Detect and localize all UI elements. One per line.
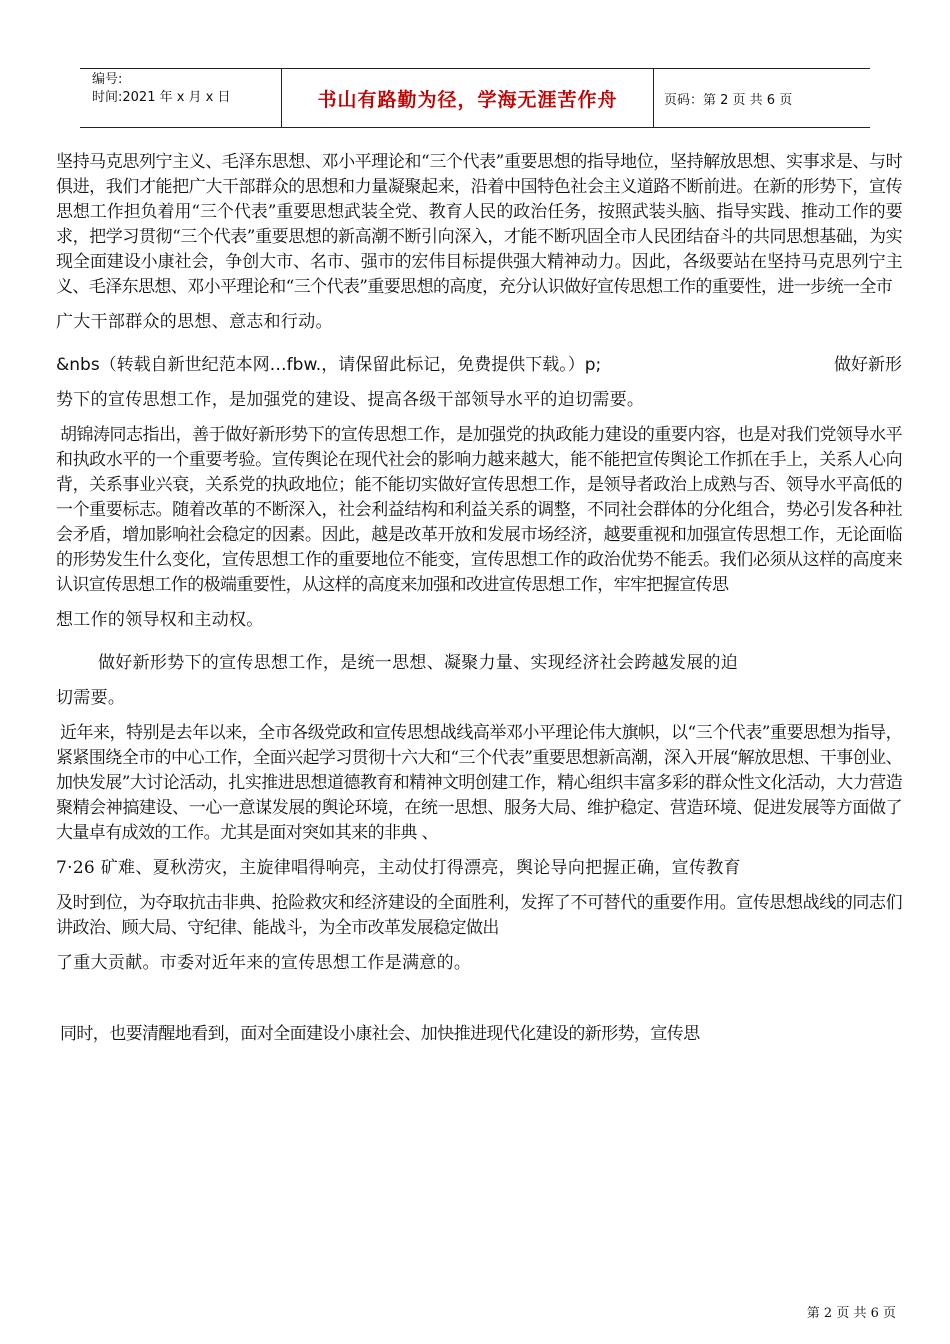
paragraph-5-end: 了重大贡献。市委对近年来的宣传思想工作是满意的。 — [56, 953, 472, 973]
date-label: 时间:2021 年 x 月 x 日 — [92, 90, 231, 105]
paragraph-3-end: 想工作的领导权和主动权。 — [56, 610, 264, 630]
repost-notice — [56, 353, 902, 378]
paragraph-1-end: 广大干部群众的思想、意志和行动。 — [56, 312, 333, 332]
page-header — [80, 68, 870, 128]
header-page-label: 页码：第 2 页 共 6 页 — [664, 92, 793, 108]
paragraph-6: 同时，也要清醒地看到，面对全面建设小康社会、加快推进现代化建设的新形势，宣传思 — [60, 1024, 700, 1044]
paragraph-3: 胡锦涛同志指出，善于做好新形势下的宣传思想工作，是加强党的执政能力建设的重要内容，也是对我们党领导水平和执政水平的一个重要考验。宣传舆论在现代社会的影响力越来越大，能不能把宣传舆论工作抓在手上，关系人心向背，关系事业兴衰，关系党的执政地位；能不能切实做好宣传思想工作，是领导者政治上成熟与否、领导水平高低的一个重要标志。随着改革的不断深入，社会利益结构和利益关系的调整，不同社会群体的分化组合，势必引发各种社会矛盾，增加影响社会稳定的因素。因此，越是改革开放和发展市场经济，越要重视和加强宣传思想工作，无论面临的形势发生什么变化，宣传思想工作的重要地位不能变，宣传思想工作的政治优势不能丢。我们必须从这样的高度来认识宣传思想工作的极端重要性，从这样的高度来加强和改进宣传思想工作，牢牢把握宣传思 — [56, 425, 902, 595]
paragraph-5-b: 7·26 矿难、夏秋涝灾，主旋律唱得响亮，主动仗打得漂亮，舆论导向把握正确，宣传教育 — [56, 858, 741, 878]
page-footer: 第 2 页 共 6 页 — [806, 1306, 896, 1321]
header-motto: 书山有路勤为径，学海无涯苦作舟 — [282, 69, 654, 127]
paragraph-1: 坚持马克思列宁主义、毛泽东思想、邓小平理论和“三个代表”重要思想的指导地位，坚持解放思想、实事求是、与时俱进，我们才能把广大干部群众的思想和力量凝聚起来，沿着中国特色社会主义道路不断前进。在新的形势下，宣传思想工作担负着用“三个代表”重要思想武装全党、教育人民的政治任务，按照武装头脑、指导实践、推动工作的要求，把学习贯彻“三个代表”重要思想的新高潮不断引向深入，才能不断巩固全市人民团结奋斗的共同思想基础，为实现全面建设小康社会，争创大市、名市、强市的宏伟目标提供强大精神动力。因此，各级要站在坚持马克思列宁主义、毛泽东思想、邓小平理论和“三个代表”重要思想的高度，充分认识做好宣传思想工作的重要性，进一步统一全市 — [56, 152, 902, 297]
paragraph-5-c: 及时到位，为夺取抗击非典、抢险救灾和经济建设的全面胜利，发挥了不可替代的重要作用。宣传思想战线的同志们讲政治、顾大局、守纪律、能战斗，为全市改革发展稳定做出 — [56, 893, 902, 938]
paragraph-5: 近年来，特别是去年以来，全市各级党政和宣传思想战线高举邓小平理论伟大旗帜，以“三个代表”重要思想为指导，紧紧围绕全市的中心工作，全面兴起学习贯彻十六大和“三个代表”重要思想新高潮，深入开展“解放思想、干事创业、加快发展”大讨论活动，扎实推进思想道德教育和精神文明创建工作，精心组织丰富多彩的群众性文化活动，大力营造聚精会神搞建设、一心一意谋发展的舆论环境，在统一思想、服务大局、维护稳定、营造环境、促进发展等方面做了大量卓有成效的工作。尤其是面对突如其来的非典 、 — [56, 723, 902, 843]
repost-right: 做好新形 — [834, 355, 902, 375]
repost-left: &nbs（转载自新世纪范本网…fbw.，请保留此标记，免费提供下载。）p; — [56, 355, 602, 375]
paragraph-4-end: 切需要。 — [56, 688, 126, 708]
paragraph-4: 做好新形势下的宣传思想工作，是统一思想、凝聚力量、实现经济社会跨越发展的迫 — [98, 653, 739, 673]
header-meta — [80, 69, 282, 127]
paragraph-2: 势下的宣传思想工作，是加强党的建设、提高各级干部领导水平的迫切需要。 — [56, 390, 645, 410]
document-body — [56, 150, 902, 1047]
number-label: 编号: — [92, 72, 123, 87]
